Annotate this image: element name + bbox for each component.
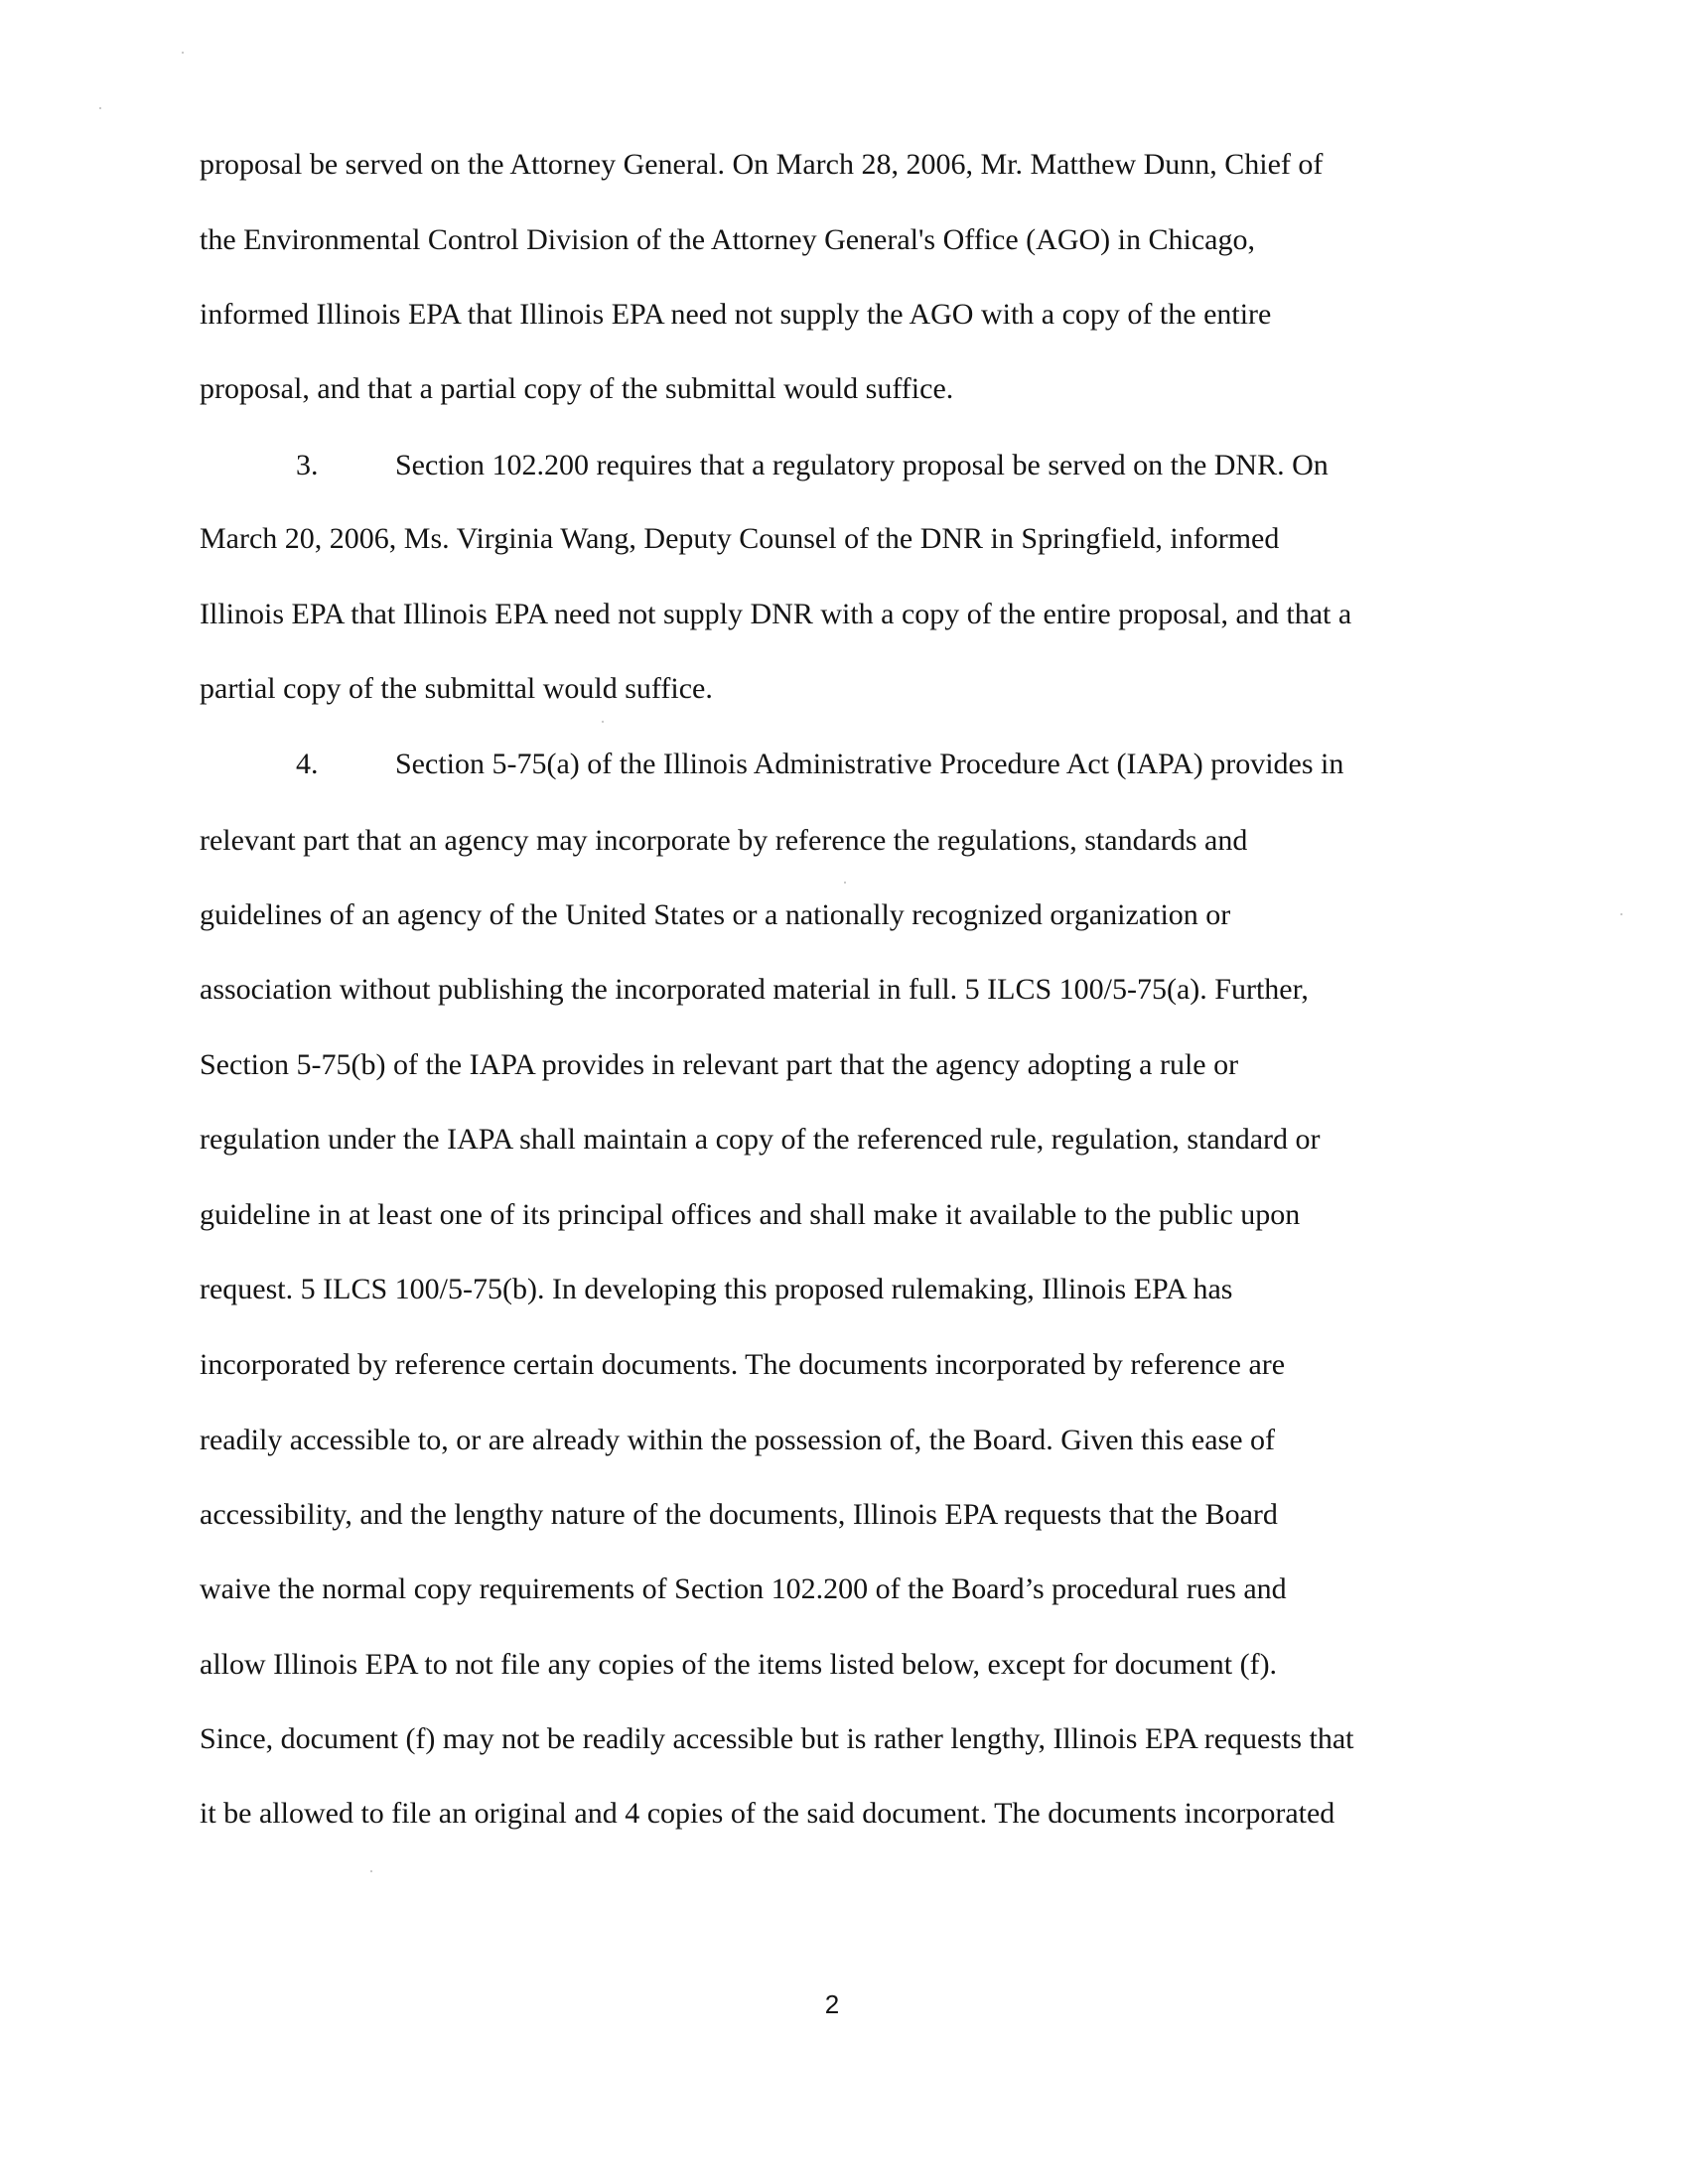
body-text-line: association without publishing the incorporated material in full. 5 ILCS 100/5-75(a). Further, <box>200 973 1309 1006</box>
paragraph-number-3: 3. <box>296 449 319 481</box>
body-text-line: guideline in at least one of its principal offices and shall make it available to the public upon <box>200 1198 1301 1231</box>
paragraph-3-first-line <box>296 448 1329 483</box>
body-text-line: readily accessible to, or are already within the possession of, the Board. Given this ease of <box>200 1424 1276 1456</box>
body-text-line: Since, document (f) may not be readily accessible but is rather lengthy, Illinois EPA requests that <box>200 1722 1354 1755</box>
scan-speck <box>182 52 184 54</box>
body-text-line: waive the normal copy requirements of Section 102.200 of the Board’s procedural rues and <box>200 1572 1287 1605</box>
scan-speck <box>370 1870 372 1872</box>
body-text-line: proposal be served on the Attorney General. On March 28, 2006, Mr. Matthew Dunn, Chief of <box>200 148 1324 181</box>
body-text-line: regulation under the IAPA shall maintain a copy of the referenced rule, regulation, standard or <box>200 1123 1321 1156</box>
paragraph-4-first-line <box>296 747 1343 782</box>
body-text-line: partial copy of the submittal would suffice. <box>200 672 713 705</box>
body-text-span: Section 5-75(a) of the Illinois Administrative Procedure Act (IAPA) provides in <box>395 748 1344 780</box>
body-text-line: allow Illinois EPA to not file any copies of the items listed below, except for document (f). <box>200 1648 1278 1681</box>
paragraph-number-4: 4. <box>296 748 319 780</box>
body-text-line: request. 5 ILCS 100/5-75(b). In developing this proposed rulemaking, Illinois EPA has <box>200 1273 1233 1305</box>
scan-speck <box>844 882 846 884</box>
body-text-line: relevant part that an agency may incorporate by reference the regulations, standards and <box>200 824 1248 857</box>
body-text-line: informed Illinois EPA that Illinois EPA need not supply the AGO with a copy of the entire <box>200 298 1272 331</box>
body-text-span: Section 102.200 requires that a regulatory proposal be served on the DNR. On <box>395 449 1329 481</box>
body-text-line: accessibility, and the lengthy nature of the documents, Illinois EPA requests that the Board <box>200 1498 1278 1531</box>
scan-speck <box>602 721 604 723</box>
body-text-line: March 20, 2006, Ms. Virginia Wang, Deputy Counsel of the DNR in Springfield, informed <box>200 522 1280 555</box>
body-text-line: Illinois EPA that Illinois EPA need not supply DNR with a copy of the entire proposal, and that a <box>200 598 1352 630</box>
body-text-line: the Environmental Control Division of the Attorney General's Office (AGO) in Chicago, <box>200 223 1255 256</box>
body-text-line: incorporated by reference certain documents. The documents incorporated by reference are <box>200 1348 1286 1381</box>
body-text-line: guidelines of an agency of the United States or a nationally recognized organization or <box>200 898 1231 931</box>
scan-speck <box>1620 913 1622 915</box>
scan-speck <box>99 107 101 109</box>
body-text-line: Section 5-75(b) of the IAPA provides in relevant part that the agency adopting a rule or <box>200 1048 1239 1081</box>
body-text-line: proposal, and that a partial copy of the submittal would suffice. <box>200 372 954 405</box>
page-number: 2 <box>824 1989 840 2019</box>
body-text-line: it be allowed to file an original and 4 copies of the said document. The documents incorporated <box>200 1797 1335 1830</box>
